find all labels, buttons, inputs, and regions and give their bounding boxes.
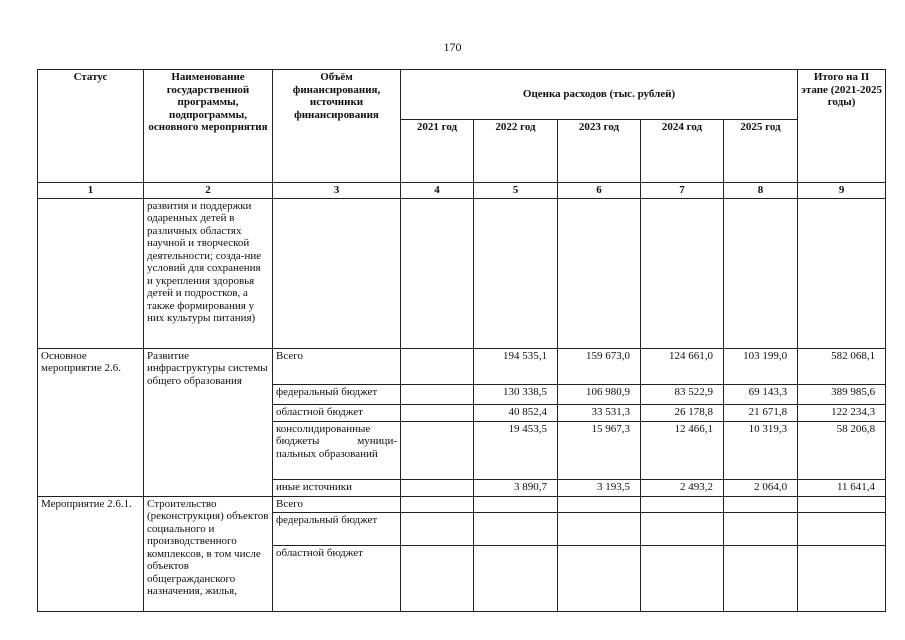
col-number: 5: [474, 183, 558, 199]
main-event-name: Развитие инфраструктуры системы общего образования: [144, 348, 273, 496]
source-label: иные источники: [273, 479, 401, 496]
main-event-status: Основное мероприятие 2.6.: [38, 348, 144, 496]
value-cell: 40 852,4: [474, 404, 558, 421]
financing-table: [37, 69, 886, 612]
value-cell: [401, 404, 474, 421]
header-year-2025: 2025 год: [724, 120, 798, 183]
col-number: 3: [273, 183, 401, 199]
total-cell: 582 068,1: [798, 348, 886, 384]
table-row: [38, 198, 886, 348]
col-number: 7: [641, 183, 724, 199]
value-cell: 33 531,3: [558, 404, 641, 421]
table-row: [38, 496, 886, 512]
total-cell: 122 234,3: [798, 404, 886, 421]
total-cell: 11 641,4: [798, 479, 886, 496]
header-volume: Объём финансирования, источники финансирования: [273, 70, 401, 183]
value-cell: 15 967,3: [558, 421, 641, 479]
value-cell: [401, 421, 474, 479]
total-cell: 58 206,8: [798, 421, 886, 479]
col-number: 4: [401, 183, 474, 199]
value-cell: [401, 479, 474, 496]
value-cell: 69 143,3: [724, 384, 798, 404]
source-label: областной бюджет: [273, 545, 401, 611]
value-cell: 3 193,5: [558, 479, 641, 496]
source-label: Всего: [273, 348, 401, 384]
value-cell: 2 064,0: [724, 479, 798, 496]
value-cell: 3 890,7: [474, 479, 558, 496]
header-status: Статус: [38, 70, 144, 183]
value-cell: [401, 384, 474, 404]
column-numbers-row: [38, 183, 886, 199]
col-number: 9: [798, 183, 886, 199]
col-number: 2: [144, 183, 273, 199]
page-number: 170: [443, 40, 462, 54]
value-cell: 83 522,9: [641, 384, 724, 404]
col-number: 6: [558, 183, 641, 199]
event-name: Строительство (реконструкция) объектов социального и производственного комплексов, в том числе объектов общегражданского назначения, жилья,: [144, 496, 273, 611]
value-cell: 130 338,5: [474, 384, 558, 404]
source-label: консолидированные бюджеты муници-пальных образований: [273, 421, 401, 479]
value-cell: 106 980,9: [558, 384, 641, 404]
total-cell: 389 985,6: [798, 384, 886, 404]
source-label: федеральный бюджет: [273, 384, 401, 404]
source-label: федеральный бюджет: [273, 512, 401, 545]
source-label: областной бюджет: [273, 404, 401, 421]
header-year-2021: 2021 год: [401, 120, 474, 183]
continued-text: развития и поддержки одаренных детей в различных областях научной и творческой деятельности; созда-ние условий для сохранения и укрепления здоровья детей и подростков, а также формирования у них культуры питания): [144, 198, 273, 348]
header-year-2022: 2022 год: [474, 120, 558, 183]
table-row: [38, 348, 886, 384]
value-cell: 26 178,8: [641, 404, 724, 421]
value-cell: 194 535,1: [474, 348, 558, 384]
col-number: 8: [724, 183, 798, 199]
header-name: Наименование государственной программы, подпрограммы, основного мероприятия: [144, 70, 273, 183]
event-status: Мероприятие 2.6.1.: [38, 496, 144, 611]
value-cell: 124 661,0: [641, 348, 724, 384]
value-cell: 103 199,0: [724, 348, 798, 384]
value-cell: 10 319,3: [724, 421, 798, 479]
value-cell: 2 493,2: [641, 479, 724, 496]
header-year-2024: 2024 год: [641, 120, 724, 183]
value-cell: 159 673,0: [558, 348, 641, 384]
value-cell: [401, 348, 474, 384]
value-cell: 21 671,8: [724, 404, 798, 421]
header-estimate: Оценка расходов (тыс. рублей): [401, 70, 798, 120]
header-total: Итого на II этапе (2021-2025 годы): [798, 70, 886, 183]
header-year-2023: 2023 год: [558, 120, 641, 183]
col-number: 1: [38, 183, 144, 199]
value-cell: 19 453,5: [474, 421, 558, 479]
source-label: Всего: [273, 496, 401, 512]
value-cell: 12 466,1: [641, 421, 724, 479]
